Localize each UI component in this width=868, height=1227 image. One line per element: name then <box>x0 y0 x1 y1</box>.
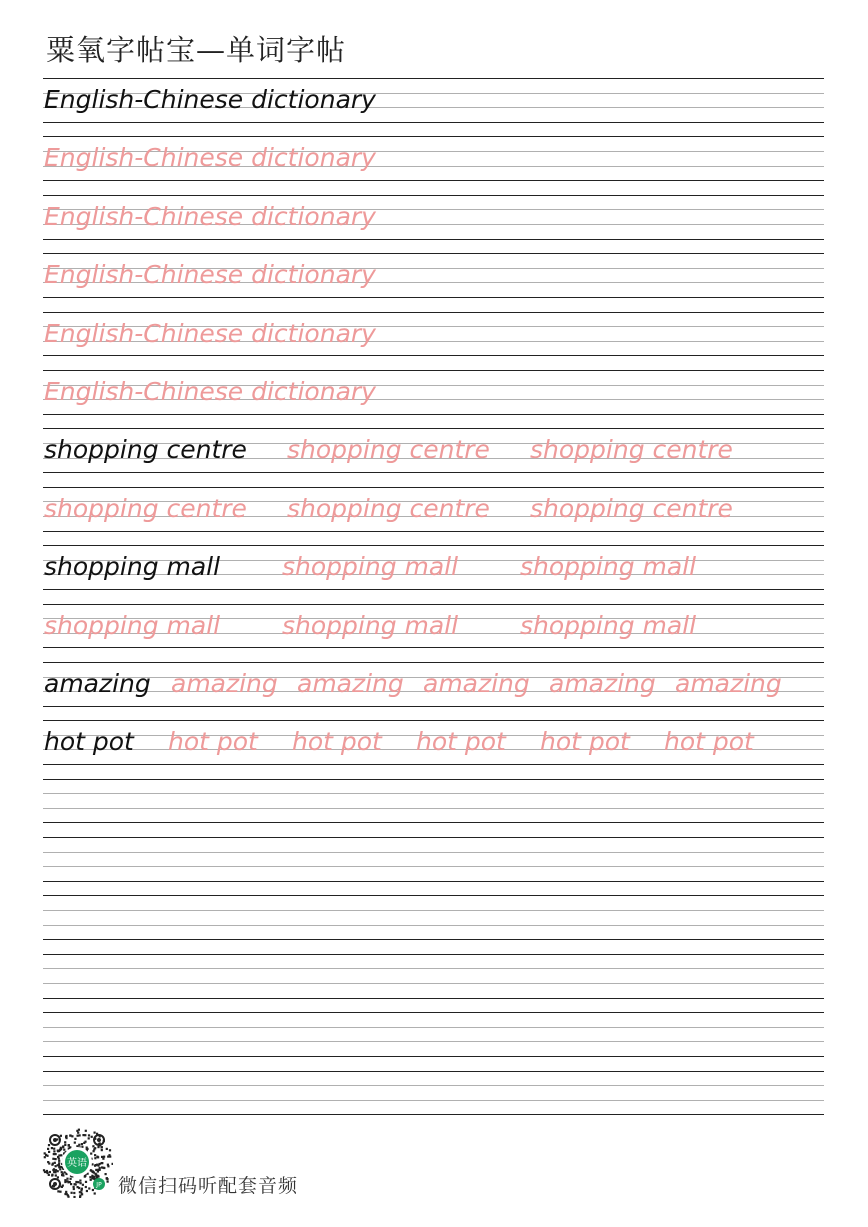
ruling-line-light <box>43 1085 824 1086</box>
model-word: shopping centre <box>44 435 247 465</box>
ruling-line-dark <box>43 647 824 648</box>
ruling-line-dark <box>43 895 824 896</box>
trace-word: hot pot <box>540 727 630 757</box>
trace-word: English-Chinese dictionary <box>44 318 376 348</box>
ruling-line-dark <box>43 939 824 940</box>
writing-row <box>43 370 824 428</box>
writing-row <box>43 662 824 720</box>
ruling-line-light <box>43 968 824 969</box>
writing-row <box>43 78 824 136</box>
ruling-line-dark <box>43 720 824 721</box>
ruling-line-dark <box>43 545 824 546</box>
model-word: hot pot <box>44 727 134 757</box>
writing-row <box>43 895 824 953</box>
ruling-line-dark <box>43 954 824 955</box>
ruling-line-dark <box>43 604 824 605</box>
page-title: 粟氧字帖宝—单词字帖 <box>46 33 347 67</box>
copybook-sheet <box>43 78 824 1115</box>
ruling-line-light <box>43 1100 824 1101</box>
writing-row <box>43 136 824 194</box>
ruling-line-dark <box>43 78 824 79</box>
writing-row <box>43 954 824 1012</box>
ruling-line-dark <box>43 136 824 137</box>
trace-word: amazing <box>423 668 530 698</box>
ruling-line-dark <box>43 589 824 590</box>
trace-word: shopping centre <box>287 493 490 523</box>
ruling-line-dark <box>43 662 824 663</box>
trace-word: hot pot <box>416 727 506 757</box>
ruling-line-dark <box>43 1012 824 1013</box>
trace-word: hot pot <box>664 727 754 757</box>
ruling-line-dark <box>43 253 824 254</box>
ruling-line-dark <box>43 764 824 765</box>
trace-word: English-Chinese dictionary <box>44 260 376 290</box>
ruling-line-light <box>43 852 824 853</box>
writing-row <box>43 779 824 837</box>
ruling-line-dark <box>43 779 824 780</box>
ruling-line-light <box>43 866 824 867</box>
trace-word: amazing <box>675 668 782 698</box>
ruling-line-dark <box>43 531 824 532</box>
trace-word: English-Chinese dictionary <box>44 376 376 406</box>
model-word: shopping mall <box>44 552 221 582</box>
ruling-line-dark <box>43 1071 824 1072</box>
trace-word: hot pot <box>168 727 258 757</box>
trace-word: amazing <box>549 668 656 698</box>
trace-word: English-Chinese dictionary <box>44 201 376 231</box>
writing-row <box>43 253 824 311</box>
ruling-line-dark <box>43 837 824 838</box>
ruling-line-dark <box>43 881 824 882</box>
writing-row <box>43 195 824 253</box>
ruling-line-light <box>43 1027 824 1028</box>
ruling-line-dark <box>43 428 824 429</box>
writing-row <box>43 428 824 486</box>
writing-row <box>43 837 824 895</box>
qr-sub-badge-label: JP <box>96 1181 102 1189</box>
trace-word: shopping centre <box>530 493 733 523</box>
writing-row <box>43 604 824 662</box>
qr-code-icon[interactable] <box>41 1126 113 1198</box>
ruling-line-dark <box>43 180 824 181</box>
qr-badge-label: 英语 <box>67 1158 87 1169</box>
writing-row <box>43 545 824 603</box>
trace-word: shopping mall <box>44 610 221 640</box>
model-word: amazing <box>44 668 151 698</box>
trace-word: shopping centre <box>44 493 247 523</box>
writing-row <box>43 312 824 370</box>
model-word: English-Chinese dictionary <box>44 85 376 114</box>
writing-row <box>43 1012 824 1070</box>
trace-word: shopping centre <box>530 435 733 465</box>
writing-row <box>43 487 824 545</box>
trace-word: shopping mall <box>282 610 459 640</box>
ruling-line-dark <box>43 1056 824 1057</box>
ruling-line-light <box>43 808 824 809</box>
ruling-line-dark <box>43 370 824 371</box>
ruling-line-dark <box>43 414 824 415</box>
trace-word: shopping centre <box>287 435 490 465</box>
footer-scan-text: 微信扫码听配套音频 <box>118 1175 299 1197</box>
ruling-line-dark <box>43 239 824 240</box>
ruling-line-dark <box>43 312 824 313</box>
trace-word: hot pot <box>292 727 382 757</box>
ruling-line-dark <box>43 355 824 356</box>
trace-word: shopping mall <box>520 552 697 582</box>
ruling-line-dark <box>43 122 824 123</box>
trace-word: shopping mall <box>282 552 459 582</box>
writing-row <box>43 1071 824 1129</box>
writing-row <box>43 720 824 778</box>
footer <box>41 1126 341 1198</box>
ruling-line-dark <box>43 487 824 488</box>
ruling-line-dark <box>43 297 824 298</box>
ruling-line-dark <box>43 1114 824 1115</box>
ruling-line-light <box>43 793 824 794</box>
ruling-line-dark <box>43 822 824 823</box>
ruling-line-dark <box>43 195 824 196</box>
trace-word: English-Chinese dictionary <box>44 143 376 173</box>
ruling-line-light <box>43 1041 824 1042</box>
trace-word: amazing <box>297 668 404 698</box>
ruling-line-light <box>43 983 824 984</box>
ruling-line-light <box>43 910 824 911</box>
trace-word: amazing <box>171 668 278 698</box>
trace-word: shopping mall <box>520 610 697 640</box>
ruling-line-light <box>43 925 824 926</box>
ruling-line-dark <box>43 472 824 473</box>
ruling-line-dark <box>43 998 824 999</box>
ruling-line-dark <box>43 706 824 707</box>
